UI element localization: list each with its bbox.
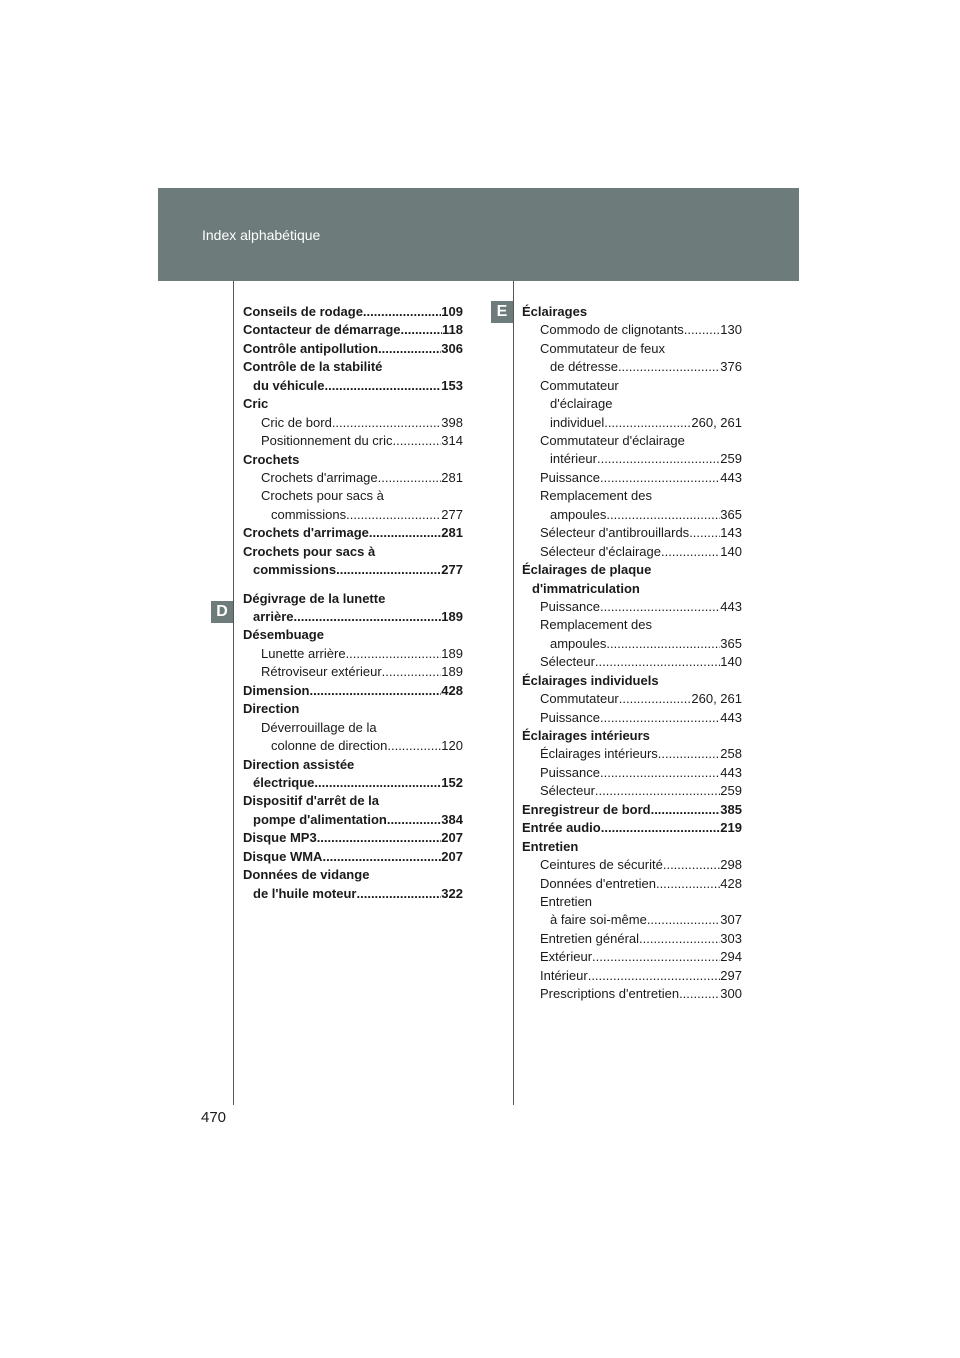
column-divider-left [233, 281, 234, 1105]
index-entry: Enregistreur de bord ..... 385 [522, 801, 742, 819]
index-subentry: Sélecteur d'antibrouillards ..... 143 [522, 524, 742, 542]
index-entry: Crochets d'arrimage ..... 281 [243, 524, 463, 542]
index-entry: pompe d'alimentation ..... 384 [243, 811, 463, 829]
index-entry: Éclairages individuels [522, 672, 659, 688]
page-number: 470 [201, 1109, 227, 1126]
index-entry: Contrôle de la stabilité [243, 359, 383, 375]
index-subentry: Commutateur [540, 377, 619, 393]
index-subentry: Puissance ..... 443 [522, 709, 742, 727]
index-subentry: Sélecteur d'éclairage ..... 140 [522, 543, 742, 561]
index-subentry: Commutateur ..... 260, 261 [522, 690, 742, 708]
index-entry: Crochets [243, 451, 300, 467]
index-subentry: Déverrouillage de la [261, 719, 377, 735]
index-entry: Contacteur de démarrage ..... 118 [243, 321, 463, 339]
index-subentry: Prescriptions d'entretien ..... 300 [522, 985, 742, 1003]
index-subentry: Commodo de clignotants ..... 130 [522, 321, 742, 339]
index-entry: arrière ..... 189 [243, 608, 463, 626]
index-entry: Dispositif d'arrêt de la [243, 793, 380, 809]
index-subentry: à faire soi-même ..... 307 [522, 911, 742, 929]
index-entry: d'immatriculation [532, 580, 640, 596]
index-entry: Éclairages intérieurs [522, 728, 650, 744]
index-column-right [522, 303, 742, 1004]
index-subentry: Puissance ..... 443 [522, 469, 742, 487]
index-subentry: Remplacement des [540, 617, 652, 633]
index-entry: Données de vidange [243, 867, 370, 883]
index-subentry: Sélecteur ..... 140 [522, 653, 742, 671]
header-title: Index alphabétique [202, 227, 321, 243]
section-letter-d: D [211, 601, 233, 623]
index-subentry: Intérieur ..... 297 [522, 967, 742, 985]
index-entry: Désembuage [243, 627, 324, 643]
index-entry: de l'huile moteur ..... 322 [243, 885, 463, 903]
index-subentry: commissions ..... 277 [243, 506, 463, 524]
index-entry: Direction assistée [243, 756, 355, 772]
index-subentry: Entretien [540, 894, 593, 909]
page-header [158, 188, 799, 281]
index-entry: Dimension ..... 428 [243, 682, 463, 700]
index-entry: Conseils de rodage ..... 109 [243, 303, 463, 321]
index-subentry: Données d'entretien ..... 428 [522, 875, 742, 893]
index-subentry: intérieur ..... 259 [522, 451, 742, 469]
index-subentry: ampoules ..... 365 [522, 635, 742, 653]
index-subentry: Crochets pour sacs à [261, 488, 384, 504]
index-subentry: Lunette arrière ..... 189 [243, 645, 463, 663]
index-entry: du véhicule ..... 153 [243, 377, 463, 395]
index-subentry: Puissance ..... 443 [522, 598, 742, 616]
index-subentry: Extérieur ..... 294 [522, 948, 742, 966]
index-subentry: d'éclairage [550, 396, 613, 412]
index-entry: Entretien [522, 838, 579, 854]
index-subentry: Cric de bord ..... 398 [243, 414, 463, 432]
index-entry: Direction [243, 701, 300, 717]
index-entry: Éclairages de plaque [522, 562, 652, 578]
index-subentry: Entretien général ..... 303 [522, 930, 742, 948]
index-entry: Contrôle antipollution ..... 306 [243, 340, 463, 358]
index-entry: Crochets pour sacs à [243, 543, 376, 559]
index-entry: commissions ..... 277 [243, 561, 463, 579]
index-entry: électrique ..... 152 [243, 774, 463, 792]
index-subentry: Positionnement du cric ..... 314 [243, 432, 463, 450]
index-subentry: Commutateur de feux [540, 340, 666, 356]
index-subentry: Ceintures de sécurité ..... 298 [522, 856, 742, 874]
index-subentry: ampoules ..... 365 [522, 506, 742, 524]
index-subentry: de détresse ..... 376 [522, 358, 742, 376]
index-entry: Entrée audio ..... 219 [522, 819, 742, 837]
column-divider-middle [513, 281, 514, 1105]
index-entry: Disque WMA ..... 207 [243, 848, 463, 866]
index-subentry: Éclairages intérieurs ..... 258 [522, 746, 742, 764]
index-subentry: Remplacement des [540, 488, 652, 504]
index-subentry: individuel ..... 260, 261 [522, 414, 742, 432]
index-entry: Disque MP3 ..... 207 [243, 829, 463, 847]
index-column-left [243, 303, 463, 903]
index-subentry: Crochets d'arrimage ..... 281 [243, 469, 463, 487]
index-entry: Éclairages [522, 304, 588, 319]
index-subentry: Rétroviseur extérieur ..... 189 [243, 663, 463, 681]
index-subentry: Commutateur d'éclairage [540, 433, 685, 449]
section-letter-e: E [491, 301, 513, 323]
index-entry: Dégivrage de la lunette [243, 590, 386, 606]
index-subentry: colonne de direction ..... 120 [243, 737, 463, 755]
index-subentry: Sélecteur ..... 259 [522, 782, 742, 800]
index-subentry: Puissance ..... 443 [522, 764, 742, 782]
index-entry: Cric [243, 396, 269, 412]
